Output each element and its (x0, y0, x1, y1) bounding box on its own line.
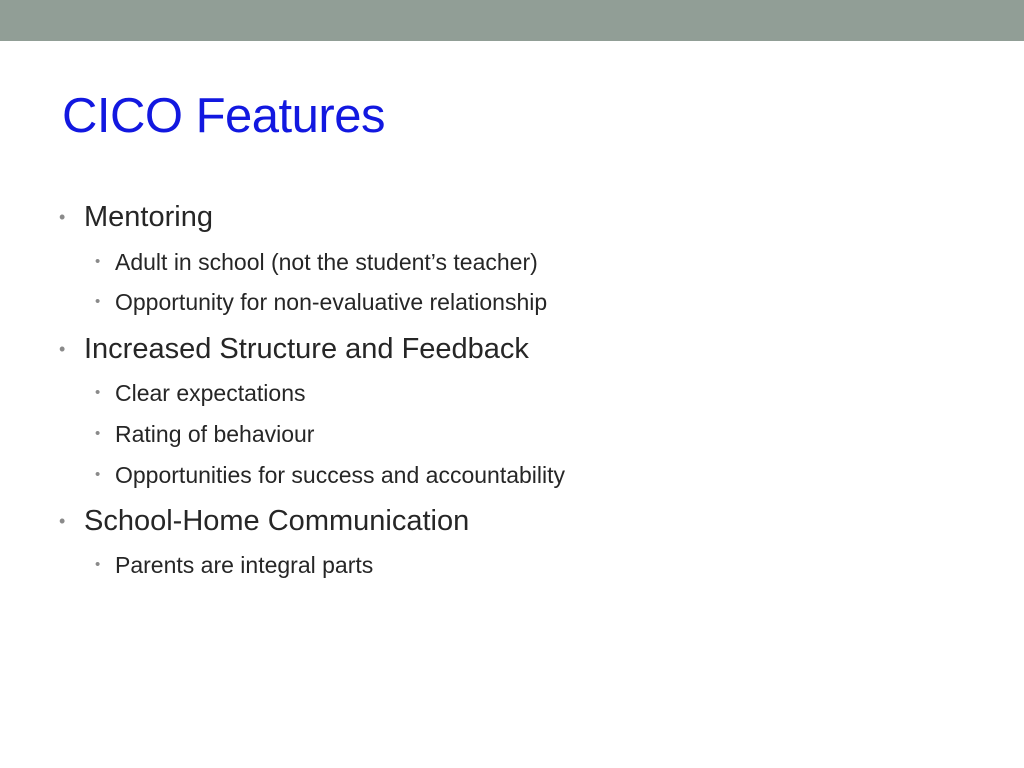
slide-title: CICO Features (62, 89, 385, 143)
bullet-text: Mentoring (84, 201, 213, 233)
sub-bullet-text: Adult in school (not the student’s teacher) (115, 249, 538, 275)
bullet-icon: • (59, 511, 66, 531)
bullet-icon: • (95, 425, 101, 442)
sub-bullet-item (95, 550, 374, 580)
bullet-icon: • (95, 466, 101, 483)
bullet-icon: • (95, 293, 101, 310)
sub-bullet-item (95, 460, 566, 490)
bullet-item-school-home (59, 503, 470, 539)
sub-bullet-item (95, 378, 306, 408)
bullet-item-structure-feedback (59, 331, 529, 367)
sub-bullet-item (95, 419, 315, 449)
bullet-text: School-Home Communication (84, 505, 470, 537)
bullet-icon: • (59, 339, 66, 359)
bullet-item-mentoring (59, 199, 213, 235)
sub-bullet-text: Rating of behaviour (115, 421, 315, 447)
sub-bullet-text: Opportunity for non-evaluative relationship (115, 289, 548, 315)
sub-bullet-text: Clear expectations (115, 380, 306, 406)
sub-bullet-item (95, 287, 548, 317)
sub-bullet-text: Opportunities for success and accountability (115, 462, 566, 488)
bullet-text: Increased Structure and Feedback (84, 333, 529, 365)
bullet-icon: • (95, 253, 101, 270)
bullet-icon: • (95, 384, 101, 401)
sub-bullet-item (95, 247, 538, 277)
bullet-icon: • (59, 207, 66, 227)
sub-bullet-text: Parents are integral parts (115, 552, 374, 578)
bullet-icon: • (95, 556, 101, 573)
